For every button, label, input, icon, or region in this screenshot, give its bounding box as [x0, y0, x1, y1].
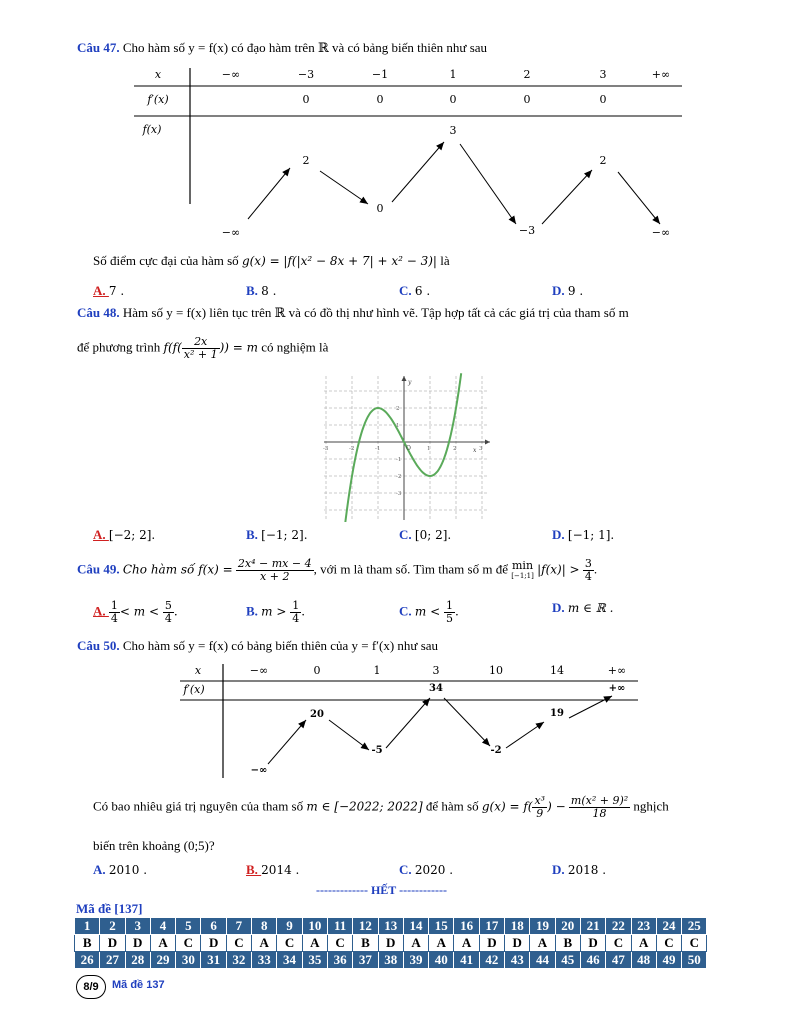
- answer-key-number: 40: [429, 952, 454, 969]
- q50-x-value: 1: [373, 664, 381, 677]
- answer-key-number: 5: [176, 918, 201, 935]
- choice-fraction: [109, 600, 120, 625]
- answer-key-number: 47: [606, 952, 631, 969]
- choice-letter: A.: [93, 283, 109, 298]
- answer-key-number: 20: [555, 918, 580, 935]
- choice-text: m <: [414, 604, 444, 619]
- choice-letter: B.: [246, 283, 262, 298]
- q49-fraction: [236, 558, 314, 583]
- choice-letter: B.: [246, 527, 262, 542]
- choice-text: .: [454, 604, 459, 619]
- q47-label: Câu 47.: [77, 40, 120, 55]
- answer-key-number: 12: [353, 918, 378, 935]
- q48-formula-right: )) = m: [219, 340, 259, 355]
- q49-heading: Câu 49. Cho hàm số f(x) = $\frac{\text{2x⁴ − mx − 4}}{x + 2}$ , với m là tham số. Tìm tham số m để min [−1;1] |f(x)| > $\frac{3}{4}$ .: [77, 557, 598, 583]
- choice-letter: C.: [399, 527, 415, 542]
- q50-fprime-header: f′(x): [183, 683, 205, 696]
- q48-origin-label: O: [406, 445, 411, 452]
- answer-key-number: 50: [682, 952, 707, 969]
- q48-choice-b[interactable]: [246, 527, 308, 543]
- choice-letter: D.: [552, 600, 568, 615]
- footer-exam-code: Mã đề 137: [112, 979, 165, 991]
- q50-formula-mid: ) −: [547, 799, 566, 814]
- choice-text: [−1; 2].: [261, 528, 308, 542]
- answer-key-number: 27: [100, 952, 125, 969]
- q48-x-tick-label: 1: [427, 446, 431, 452]
- answer-key-numbers-row-1: [75, 918, 707, 935]
- answer-key-number: 24: [656, 918, 681, 935]
- answer-key-answer: D: [201, 935, 226, 952]
- answer-key-number: 2: [100, 918, 125, 935]
- answer-key-number: 15: [429, 918, 454, 935]
- answer-key-number: 6: [201, 918, 226, 935]
- q50-choice-b[interactable]: [246, 862, 299, 878]
- q50-frac2: [569, 795, 630, 820]
- choice-frac-num: 1: [445, 599, 453, 612]
- choice-text: 2020 .: [414, 863, 454, 877]
- answer-key-answer: D: [505, 935, 530, 952]
- q48-x-tick-label: -2: [349, 446, 355, 452]
- answer-key-number: 37: [353, 952, 378, 969]
- q48-label: Câu 48.: [77, 305, 120, 320]
- answer-key-answer: C: [656, 935, 681, 952]
- q48-text2-prefix: để phương trình: [77, 339, 161, 355]
- q50-frac-den: 9: [536, 807, 544, 820]
- q50-label: Câu 50.: [77, 638, 120, 653]
- choice-letter: D.: [552, 283, 568, 298]
- choice-fraction: [444, 600, 455, 625]
- answer-key-answer: D: [479, 935, 504, 952]
- q50-frac: [532, 795, 547, 820]
- q50-fprime-value: -2: [490, 745, 502, 756]
- q50-frac2-num: m(x² + 9)²: [570, 794, 629, 807]
- choice-frac-den: 4: [292, 612, 300, 625]
- q50-question-line2: biến trên khoảng (0;5)?: [93, 838, 215, 853]
- answer-key-number: 16: [454, 918, 479, 935]
- q49-choice-d[interactable]: [552, 600, 613, 616]
- q48-x-tick-label: -3: [323, 446, 329, 452]
- q47-x-value: 1: [449, 68, 457, 81]
- answer-key-answer: A: [631, 935, 656, 952]
- q47-question: [93, 253, 450, 269]
- choice-letter: D.: [552, 862, 568, 877]
- q50-fprime-value: 19: [550, 708, 564, 719]
- choice-text: 9 .: [567, 284, 584, 298]
- q48-choice-d[interactable]: [552, 527, 614, 543]
- q50-fprime-value: 20: [310, 709, 324, 720]
- answer-key-table: [74, 917, 707, 969]
- choice-text: 7 .: [108, 284, 125, 298]
- answer-key-number: 29: [150, 952, 175, 969]
- q48-y-tick-label: -2: [396, 474, 402, 480]
- answer-key-answer: A: [150, 935, 175, 952]
- q47-question-prefix: Số điểm cực đại của hàm số: [93, 253, 239, 268]
- answer-key-number: 22: [606, 918, 631, 935]
- answer-key-answer: A: [429, 935, 454, 952]
- q48-equation-line: [77, 336, 328, 361]
- q47-table-labels: [130, 64, 685, 244]
- q47-x-value: −∞: [221, 68, 241, 81]
- q48-text2-suffix: có nghiệm là: [261, 339, 329, 355]
- answer-key-number: 25: [682, 918, 707, 935]
- q47-fprime-value: 0: [376, 93, 384, 106]
- q48-x-tick-label: 2: [453, 446, 457, 452]
- q47-f-value: 3: [449, 124, 457, 137]
- answer-key-number: 34: [277, 952, 302, 969]
- q48-y-tick-label: 2: [396, 406, 400, 412]
- q50-fprime-value: +∞: [608, 683, 626, 694]
- q47-f-header: f(x): [142, 123, 162, 136]
- q50-x-header: x: [194, 664, 202, 677]
- answer-key-number: 49: [656, 952, 681, 969]
- answer-key-answer: C: [682, 935, 707, 952]
- answer-key-number: 13: [378, 918, 403, 935]
- answer-key-answer: D: [580, 935, 605, 952]
- answer-key-answer: A: [252, 935, 277, 952]
- choice-text: < m <: [119, 604, 163, 619]
- answer-key-number: 45: [555, 952, 580, 969]
- q48-x-axis-label: x: [473, 447, 477, 454]
- choice-letter: D.: [552, 527, 568, 542]
- choice-letter: C.: [399, 862, 415, 877]
- q47-fprime-value: 0: [599, 93, 607, 106]
- q48-x-tick-label: -1: [375, 446, 381, 452]
- q48-y-tick-label: -3: [396, 491, 402, 497]
- answer-key-number: 4: [150, 918, 175, 935]
- q48-frac-num: 2x: [182, 336, 220, 349]
- answer-key-number: 10: [302, 918, 327, 935]
- q47-question-formula: g(x) = |f(|x² − 8x + 7| + x² − 3)|: [241, 254, 437, 268]
- q50-q-range: m ∈ [−2022; 2022]: [306, 799, 423, 814]
- q49-rhs-fraction: [583, 558, 594, 583]
- choice-text: [0; 2].: [414, 528, 452, 542]
- end-marker: ------------- HẾT ------------: [316, 883, 448, 897]
- answer-key-number: 46: [580, 952, 605, 969]
- q50-fprime-value: −∞: [250, 765, 268, 776]
- answer-key-answer: B: [555, 935, 580, 952]
- answer-key-answer: B: [353, 935, 378, 952]
- q48-choice-c[interactable]: [399, 527, 451, 543]
- q50-text: Cho hàm số y = f(x) có bảng biến thiên của y = f′(x) như sau: [122, 638, 439, 653]
- choice-text: .: [301, 604, 306, 619]
- answer-key-answers-row: [75, 935, 707, 952]
- choice-text: 6 .: [414, 284, 431, 298]
- answer-key-answer: A: [454, 935, 479, 952]
- answer-key-number: 1: [75, 918, 100, 935]
- q50-frac2-den: 18: [592, 807, 607, 820]
- answer-key-answer: C: [606, 935, 631, 952]
- choice-frac-den: 5: [445, 612, 453, 625]
- answer-key-number: 48: [631, 952, 656, 969]
- q47-f-value: −∞: [651, 226, 671, 239]
- choice-letter: C.: [399, 603, 415, 619]
- q50-choice-a[interactable]: [93, 862, 147, 878]
- q49-choice-b[interactable]: [246, 600, 305, 625]
- answer-key-number: 42: [479, 952, 504, 969]
- q47-f-value: 2: [599, 154, 607, 167]
- q50-x-value: 14: [550, 664, 564, 677]
- q49-rhs-num: 3: [584, 557, 592, 570]
- answer-key-number: 28: [125, 952, 150, 969]
- answer-key-number: 43: [505, 952, 530, 969]
- choice-frac-den: 4: [164, 612, 172, 625]
- q49-frac-num: 2x⁴ − mx − 4: [237, 557, 312, 570]
- q47-x-value: 2: [523, 68, 531, 81]
- q47-text: Cho hàm số y = f(x) có đạo hàm trên ℝ và có bảng biến thiên như sau: [122, 40, 488, 55]
- answer-key-answer: A: [530, 935, 555, 952]
- answer-key-answer: C: [277, 935, 302, 952]
- answer-key-number: 14: [403, 918, 428, 935]
- q48-frac-den: x² + 1: [183, 348, 218, 361]
- q48-y-axis-label: y: [408, 379, 412, 386]
- q47-question-suffix: là: [440, 253, 450, 268]
- q50-table-labels: [176, 660, 646, 785]
- page-number-badge: 8/9: [76, 975, 106, 999]
- q49-min-sub: [−1;1]: [511, 571, 534, 580]
- choice-letter: A.: [93, 527, 109, 542]
- answer-key-answer: D: [378, 935, 403, 952]
- q47-choice-d[interactable]: [552, 283, 583, 299]
- answer-key-number: 26: [75, 952, 100, 969]
- answer-key-answer: C: [176, 935, 201, 952]
- choice-letter: A.: [93, 862, 109, 877]
- q49-text-prefix: Cho hàm số f(x) =: [122, 562, 233, 577]
- q47-choice-b[interactable]: [246, 283, 276, 299]
- choice-text: m ∈ ℝ .: [567, 601, 614, 615]
- q49-label: Câu 49.: [77, 561, 120, 577]
- choice-letter: B.: [246, 603, 262, 619]
- q50-x-value: 3: [432, 664, 440, 677]
- choice-text: 2014 .: [261, 863, 300, 877]
- q50-x-value: −∞: [249, 664, 269, 677]
- q50-fprime-value: 34: [429, 683, 443, 694]
- answer-key-answer: C: [226, 935, 251, 952]
- q47-f-value: 2: [302, 154, 310, 167]
- q47-choice-c[interactable]: [399, 283, 430, 299]
- q49-min-label: min: [512, 558, 534, 572]
- q49-min-expr: |f(x)| >: [537, 562, 580, 577]
- q50-q-mid: để hàm số: [425, 798, 479, 814]
- choice-frac-den: 4: [110, 612, 118, 625]
- q48-text: Hàm số y = f(x) liên tục trên ℝ và có đồ thị như hình vẽ. Tập hợp tất cả các giá trị của tham số m: [122, 305, 629, 320]
- q50-fprime-value: -5: [371, 745, 383, 756]
- q49-rhs-den: 4: [584, 570, 592, 583]
- q49-text-mid: , với m là tham số. Tìm tham số m để: [313, 561, 508, 577]
- q50-choice-c[interactable]: [399, 862, 453, 878]
- choice-text: 2010 .: [108, 863, 148, 877]
- q47-f-value: −3: [518, 224, 536, 237]
- answer-key-number: 3: [125, 918, 150, 935]
- choice-text: [−1; 1].: [567, 528, 615, 542]
- choice-text: 2018 .: [567, 863, 607, 877]
- q48-choice-a[interactable]: [93, 527, 155, 543]
- answer-key-number: 21: [580, 918, 605, 935]
- answer-key-number: 23: [631, 918, 656, 935]
- q47-x-value: 3: [599, 68, 607, 81]
- answer-key-answer: D: [100, 935, 125, 952]
- choice-fraction: [290, 600, 301, 625]
- answer-key-answer: C: [327, 935, 352, 952]
- answer-key-number: 32: [226, 952, 251, 969]
- answer-key-answer: D: [125, 935, 150, 952]
- q47-fprime-value: 0: [302, 93, 310, 106]
- q50-formula-left: g(x) = f(: [481, 799, 533, 814]
- choice-text: m >: [261, 604, 291, 619]
- answer-key-number: 18: [505, 918, 530, 935]
- answer-key-number: 30: [176, 952, 201, 969]
- q50-frac-num: x³: [534, 794, 546, 807]
- q48-curve: [344, 373, 461, 522]
- answer-key-number: 35: [302, 952, 327, 969]
- choice-frac-num: 5: [164, 599, 172, 612]
- answer-key-number: 41: [454, 952, 479, 969]
- choice-letter: B.: [246, 862, 262, 877]
- answer-key-number: 8: [252, 918, 277, 935]
- answer-key-number: 33: [252, 952, 277, 969]
- choice-frac-num: 1: [110, 599, 118, 612]
- answer-key-number: 19: [530, 918, 555, 935]
- choice-text: 8 .: [261, 284, 277, 298]
- q47-heading: [77, 40, 487, 56]
- q47-f-value: 0: [376, 202, 384, 215]
- answer-key-number: 17: [479, 918, 504, 935]
- q47-fprime-value: 0: [523, 93, 531, 106]
- q50-choice-d[interactable]: [552, 862, 606, 878]
- answer-key-number: 31: [201, 952, 226, 969]
- q48-y-tick-label: -1: [396, 457, 402, 463]
- q50-x-value: 0: [313, 664, 321, 677]
- q48-formula-left: f(f(: [163, 340, 182, 355]
- answer-key-answer: A: [302, 935, 327, 952]
- answer-key-answer: B: [75, 935, 100, 952]
- q50-question: [93, 795, 669, 820]
- q47-fprime-value: 0: [449, 93, 457, 106]
- answer-key-numbers-row-2: [75, 952, 707, 969]
- q48-fraction: [182, 336, 220, 361]
- q47-fprime-header: f′(x): [147, 93, 169, 106]
- q50-x-value: +∞: [607, 664, 627, 677]
- answer-key-answer: A: [403, 935, 428, 952]
- q48-x-tick-label: 3: [479, 446, 483, 452]
- answer-key-number: 7: [226, 918, 251, 935]
- choice-fraction: [163, 600, 174, 625]
- answer-key-number: 44: [530, 952, 555, 969]
- q47-f-value: −∞: [221, 226, 241, 239]
- q47-x-value: +∞: [651, 68, 671, 81]
- choice-text: .: [173, 604, 178, 619]
- q47-choice-a[interactable]: [93, 283, 124, 299]
- choice-frac-num: 1: [292, 599, 300, 612]
- q48-heading: [77, 305, 629, 321]
- q50-heading: [77, 638, 438, 654]
- q49-choice-c[interactable]: [399, 600, 459, 625]
- choice-letter: C.: [399, 283, 415, 298]
- q48-graph: [322, 372, 494, 522]
- q50-x-value: 10: [489, 664, 503, 677]
- answer-key-number: 39: [403, 952, 428, 969]
- q50-q-prefix: Có bao nhiêu giá trị nguyên của tham số: [93, 798, 304, 814]
- q48-y-tick-label: 1: [396, 423, 400, 429]
- q47-x-value: −3: [297, 68, 315, 81]
- q49-choice-a[interactable]: [93, 600, 178, 625]
- q50-q-suffix: nghịch: [633, 798, 669, 814]
- answer-key-number: 38: [378, 952, 403, 969]
- choice-text: [−2; 2].: [108, 528, 156, 542]
- answer-key-number: 9: [277, 918, 302, 935]
- q49-frac-den: x + 2: [260, 570, 290, 583]
- q48-x-arrow-icon: [485, 440, 490, 445]
- q47-x-header: x: [154, 68, 162, 81]
- answer-key-number: 11: [327, 918, 352, 935]
- choice-letter: A.: [93, 603, 109, 619]
- q48-y-arrow-icon: [402, 376, 407, 381]
- q47-x-value: −1: [371, 68, 389, 81]
- answer-key-title: Mã đề [137]: [76, 901, 143, 916]
- answer-key-number: 36: [327, 952, 352, 969]
- q49-min-operator: [511, 558, 534, 581]
